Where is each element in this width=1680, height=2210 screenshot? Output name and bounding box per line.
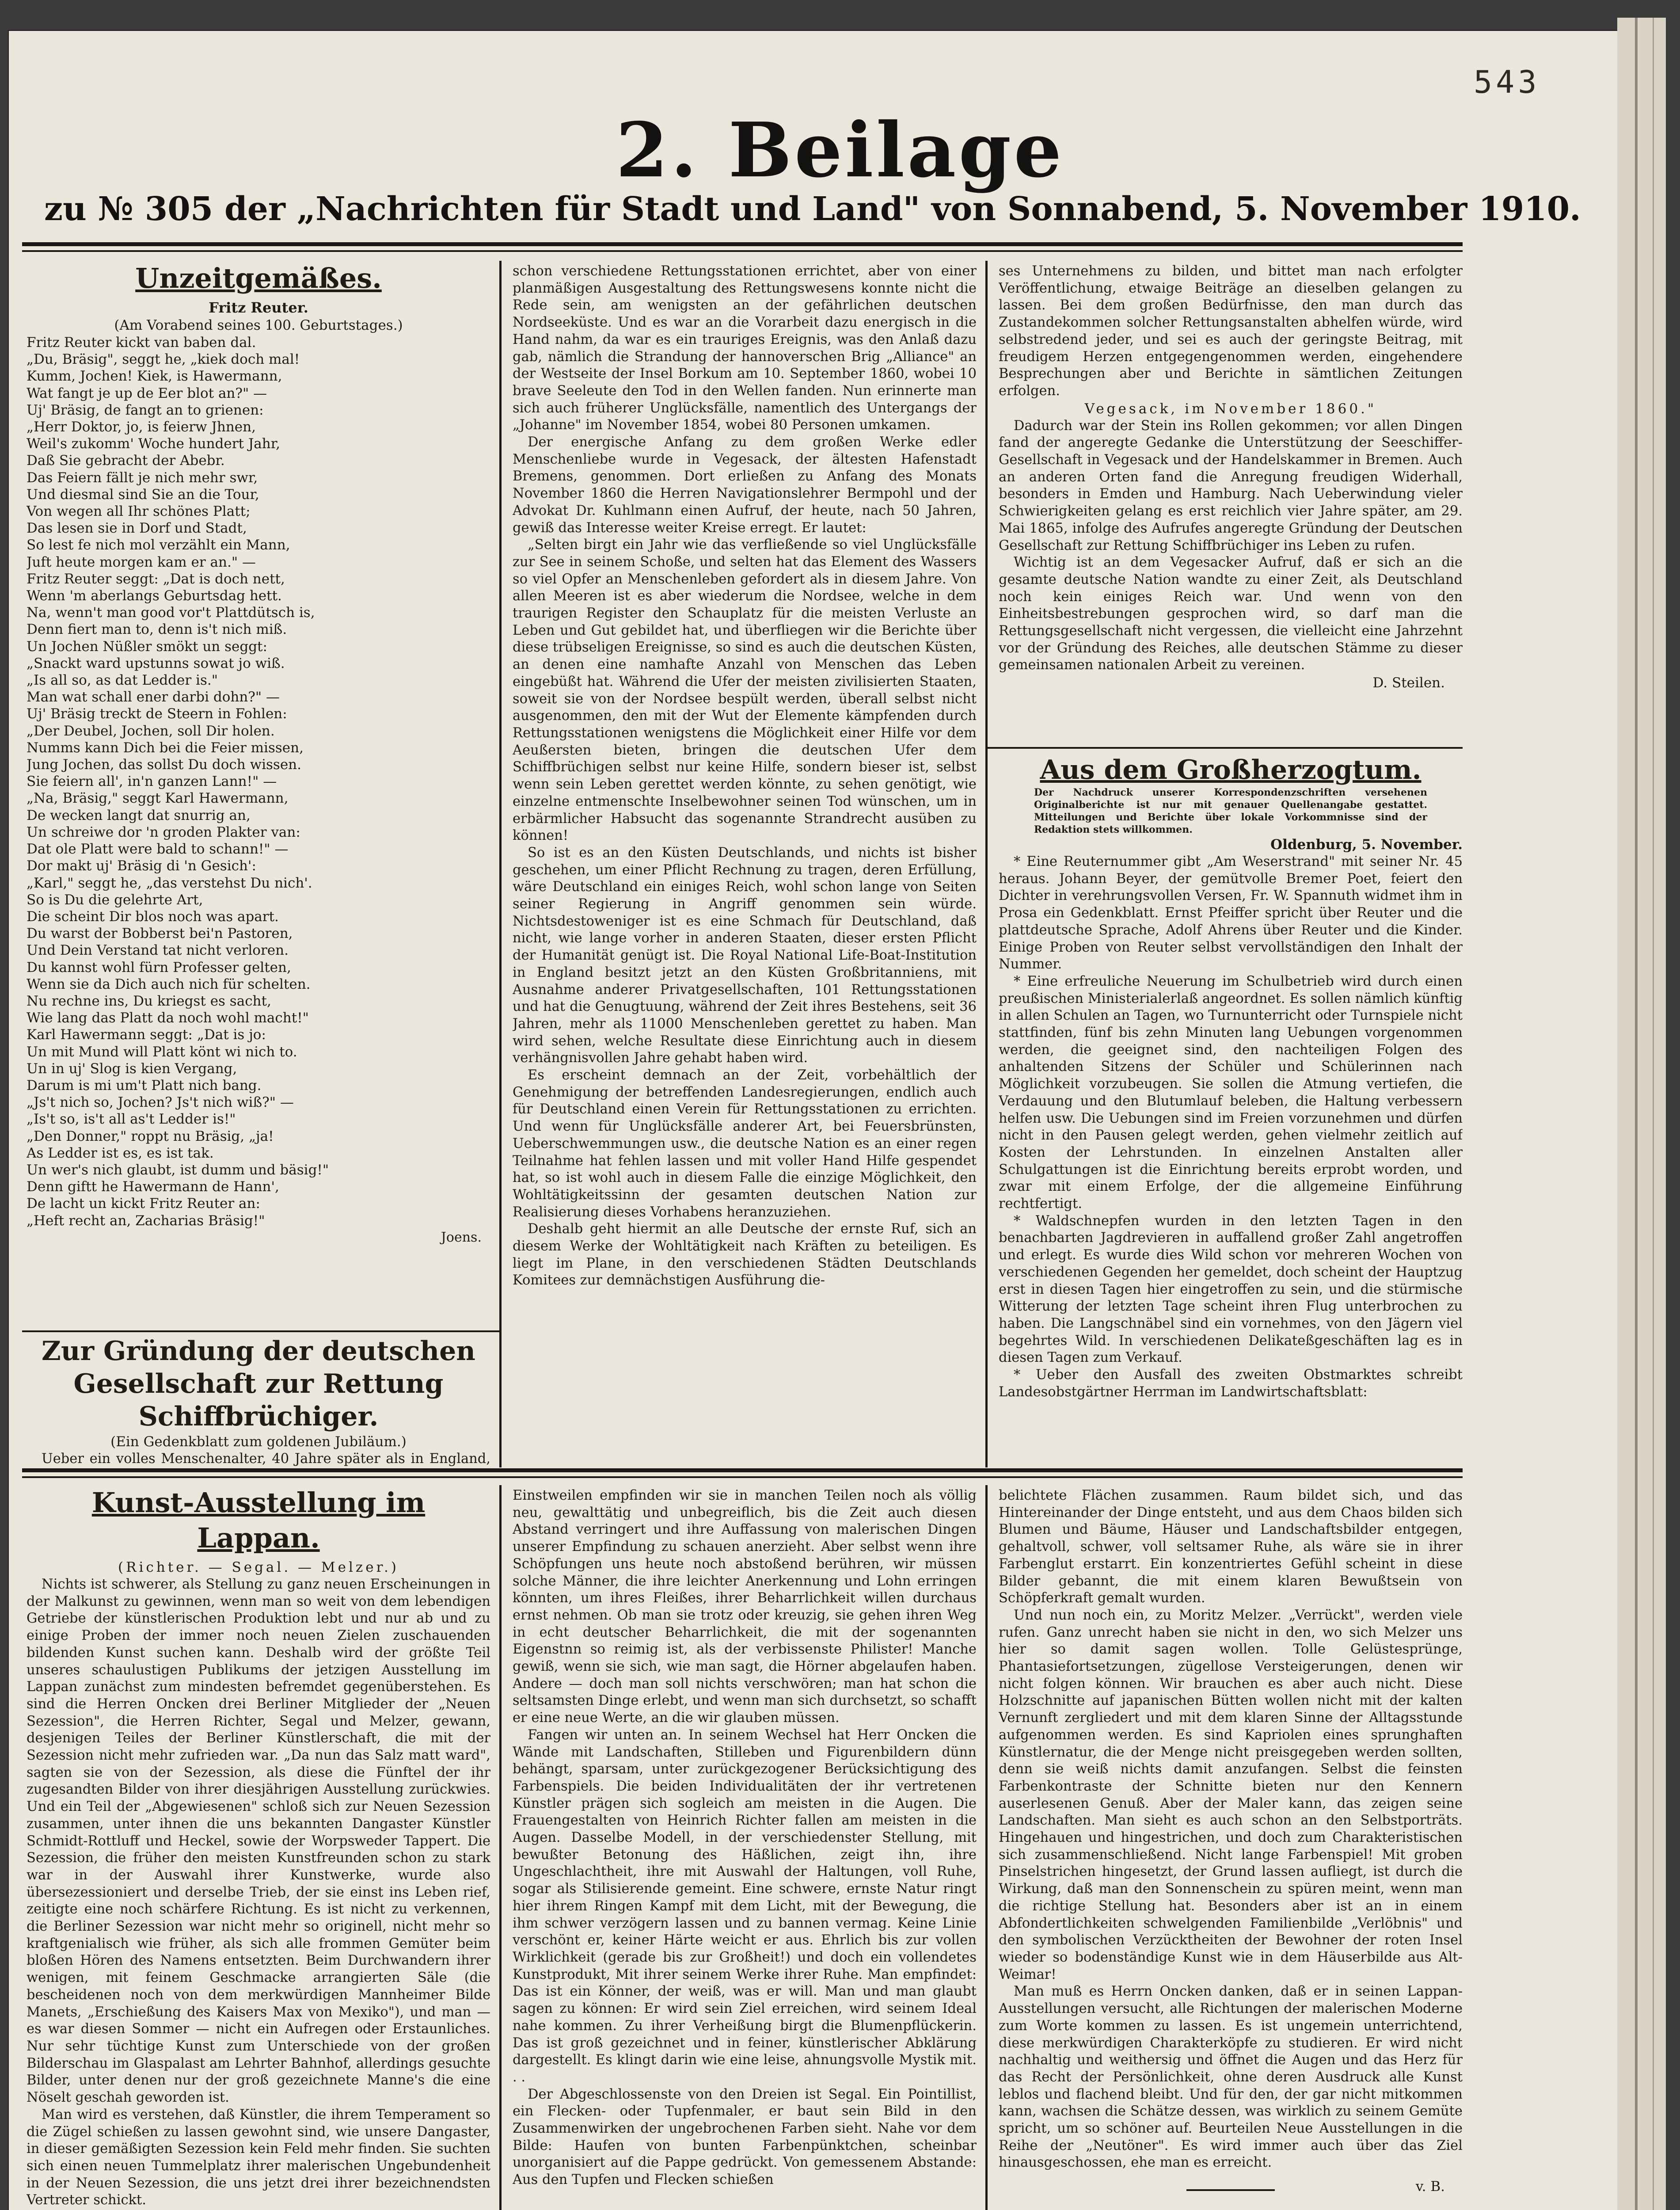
rettung-title: Zur Gründung der deutschen Gesellschaft zur Rettung Schiffbrüchiger. — [42, 1336, 475, 1432]
section-divider — [22, 1468, 1463, 1472]
column-rule — [499, 261, 502, 1467]
article-paragraph: Und nun noch ein, zu Moritz Melzer. „Verrückt", werden viele rufen. Ganz unrecht haben sie nicht in den, wo sich Melzer uns hier so damit sagen wollen. Tolle Gelüstesprünge, Phantasiefortsetzungen, zügellose Versteigerungen, denen wir nicht folgen können. Wir brauchen es aber auch nicht. Diese Holzschnitte auf japanischen Bütten wollen nicht mit der kalten Vernunft zergliedert und mit dem klaren Sinne der Alltagsstunde aufgenommen werden. Es sind Kapriolen eines sprunghaften Künstlernatur, die der Menge nicht preisgegeben werden sollten, denn sie weiß nichts damit anzufangen. Selbst die feinsten Farbenkontraste der Schnitte bieten nur den Kennern auserlesenen Genuß. Aber der Maler kann, das zeigen seine Landschaften. Man sieht es auch schon an den Selbstporträts. Hingehauen und hingestrichen, und doch zum Charakteristischen sich zusammenschließend. Nicht lange Farbenspiel! Mit groben Pinselstrichen hingesetzt, der Grund lassen aufliegt, ist durch die Wirkung, daß man den Sonnenschein zu spüren meint, wenn man die richtige Stellung hat. Besonders aber ist an in einem Abfondertlichkeiten schwelgenden Familienbilde „Verlöbnis" und den symbolischen Verzücktheiten der Bewohner der roten Insel wieder so bodenständige Kunst wie in dem Häuserbilde aus Alt-Weimar! — [999, 1607, 1463, 1982]
poem-author: Fritz Reuter. — [209, 299, 308, 316]
article-paragraph: Wichtig ist an dem Vegesacker Aufruf, daß er sich an die gesamte deutsche Nation wandte zu einer Zeit, als Deutschland noch kein einiges Reich war. Und wenn von den Einheitsbestrebungen gesprochen wird, so darf man die Rettungsgesellschaft nicht vergessen, die vielleicht eine Jahrzehnt vor der Gründung des Reiches, alle deutschen Stämme zu dieser gemeinsamen nationalen Arbeit zu vereinen. — [999, 555, 1463, 673]
kunst-title: Kunst-Ausstellung im Lappan. — [91, 1486, 426, 1554]
section-divider-thin — [22, 1476, 1463, 1478]
grossherzogtum-title: Aus dem Großherzogtum. — [1040, 754, 1422, 785]
column-rule — [985, 1485, 988, 2210]
rettung-subtitle: (Ein Gedenkblatt zum goldenen Jubiläum.) — [110, 1434, 407, 1450]
article-paragraph: Man wird es verstehen, daß Künstler, die ihrem Temperament so die Zügel schießen zu lassen gewohnt sind, wie unsere Dangaster, in dieser gemäßigten Sezession kein Feld mehr finden. Sie suchten sich einen neuen Tummelplatz ihrer malerischen Ungebundenheit in der Neuen Sezession, die uns jetzt drei ihrer bezeichnendsten Vertreter schickt. — [27, 2107, 490, 2208]
masthead-rule-thin — [22, 250, 1463, 252]
article-paragraph: Deshalb geht hiermit an alle Deutsche der ernste Ruf, sich an diesem Werke der Wohltätigkeit nach Kräften zu beteiligen. Es liegt im Plane, in den verschiedenen Städten Deutschlands Komitees zur demnächstigen Ausführung die- — [513, 1221, 977, 1288]
poem-column — [27, 261, 490, 1326]
rettung-signature: D. Steilen. — [1372, 675, 1445, 691]
kunst-subtitle: (Richter. — Segal. — Melzer.) — [118, 1559, 399, 1575]
article-paragraph: schon verschiedene Rettungsstationen errichtet, aber von einer planmäßigen Ausgestaltung des Rettungswesens konnte nicht die Rede sein, am wenigsten an der gefährlichen deutschen Nordseeküste. Und es war an die Vorarbeit dazu energisch in die Hand nahm, da war es ein trauriges Ereignis, was den Anlaß dazu gab, nämlich die Strandung der hannoverschen Brig „Alliance" an der Westseite der Insel Borkum am 10. September 1860, wobei 10 brave Seeleute den Tod in den Wellen fanden. Nun erinnerte man sich auch früherer Unglücksfälle, namentlich des Untergangs der „Johanne" im November 1854, wobei 80 Personen umkamen. — [513, 263, 977, 433]
rettung-column-3 — [999, 263, 1463, 743]
news-item: * Waldschnepfen wurden in den letzten Tagen in den benachbarten Jagdrevieren in auffallend großer Zahl angetroffen und erlegt. Es wurde dies Wild schon vor mehreren Wochen von verschiedenen Gegenden her gemeldet, doch scheint der Hauptzug erst in diesen Tagen hier eingetroffen zu sein, und die stürmische Witterung der letzten Tage scheint ihren Flug unterbrochen zu haben. Die Langschnäbel sind ein vornehmes, von den Jägern viel begehrtes Wild. In verschiedenen Delikateßgeschäften lag es in diesen Tagen zum Verkauf. — [999, 1213, 1463, 1366]
poem-text: Fritz Reuter kickt van baben dal. „Du, Bräsig", seggt he, „kiek doch mal! Kumm, Jochen! Kiek, is Hawermann, Wat fangt je up de Eer blot an?" — Uj' Bräsig, de fangt an to grienen: „Herr Doktor, jo, is feierw Jhnen, Weil's zukomm' Woche hundert Jahr, Daß Sie gebracht der Abebr. Das Feiern fällt je nich mehr swr, Und diesmal sind Sie an die Tour, Von wegen all Ihr schönes Platt; Das lesen sie in Dorf und Stadt, So lest fe nich mol verzählt ein Mann, Juft heute morgen kam er an." — Fritz Reuter seggt: „Dat is doch nett, Wenn 'm aberlangs Geburtsdag hett. Na, wenn't man good vor't Plattdütsch is, Denn fiert man to, denn is't nich miß. Un Jochen Nüßler smökt un seggt: „Snackt ward upstunns sowat jo wiß. „Is all so, as dat Ledder is." Man wat schall ener darbi dohn?" — Uj' Bräsig treckt de Steern in Fohlen: „Der Deubel, Jochen, soll Dir holen. Numms kann Dich bei die Feier missen, Jung Jochen, das sollst Du doch wissen. Sie feiern all', in'n ganzen Lann!" — „Na, Bräsig," seggt Karl Hawermann, De wecken langt dat snurrig an, Un schreiwe dor 'n groden Plakter van: Dat ole Platt were bald to schann!" — Dor makt uj' Bräsig di 'n Gesich': „Karl," seggt he, „das verstehst Du nich'. So is Du die gelehrte Art, Die scheint Dir blos noch was apart. Du warst der Bobberst bei'n Pastoren, Und Dein Verstand tat nicht verloren. Du kannst wohl fürn Professer gelten, Wenn sie da Dich auch nich für schelten. Nu rechne ins, Du kriegst es sacht, Wie lang das Platt da noch wohl macht!" Karl Hawermann seggt: „Dat is jo: Un mit Mund will Platt könt wi nich to. Un in uj' Slog is kien Vergang, Darum is mi um't Platt nich bang. „Js't nich so, Jochen? Js't nich wiß?" — „Is't so, is't all as't Ledder is!" „Den Donner," roppt nu Bräsig, „ja! As Ledder ist es, es ist tak. Un wer's nich glaubt, ist dumm und bäsig!" Denn giftt he Hawermann de Hann', De lacht un kickt Fritz Reuter an: „Heft recht an, Zacharias Bräsig!" — [27, 335, 329, 1229]
article-paragraph: ses Unternehmens zu bilden, und bittet man nach erfolgter Veröffentlichung, etwaige Beiträge an dieselben gelangen zu lassen. Bei dem großen Bedürfnisse, den man durch das Zustandekommen solcher Rettungsanstalten abhelfen würde, wird selbstredend jeder, und sei es auch der geringste Beitrag, mit freudigem Herzen entgegengenommen werden, eingehendere Besprechungen aber und Berichte in sämtlichen Zeitungen erfolgen. — [999, 263, 1463, 399]
masthead-rule — [22, 242, 1463, 246]
article-paragraph: Es erscheint demnach an der Zeit, vorbehältlich der Genehmigung der betreffenden Landesregierungen, endlich auch für Deutschland einen Verein für Rettungsstationen zu errichten. Und wenn für Unglücksfälle anderer Art, bei Feuersbrünsten, Ueberschwemmungen usw., die deutsche Nation es an einer regen Teilnahme hat fehlen lassen und mit voller Hand Hilfe gespendet hat, so ist wohl auch in diesem Falle die einzige Möglichkeit, den Wohltätigkeitssinn der gesamten deutschen Nation zur Realisierung dieses Vorhabens heranzuziehen. — [513, 1067, 977, 1220]
article-paragraph: So ist es an den Küsten Deutschlands, und nichts ist bisher geschehen, um einer Pflicht Rechnung zu tragen, deren Erfüllung, wäre Deutschland ein einiges Reich, wohl schon lange von Seiten seiner Regierung in Angriff genommen sein würde. Nichtsdestoweniger ist es eine Schmach für Deutschland, daß nicht, wie lange vorher in anderen Staaten, dieser ersten Pflicht der Humanität genügt ist. Die Royal National Life-Boat-Institution in England besitzt jetzt an den Küsten Großbritanniens, mit Ausnahme anderer Privatgesellschaften, 101 Rettungsstationen und hat die Genugtuung, während der Zeit ihres Bestehens, seit 36 Jahren, mehr als 11000 Menschenleben gerettet zu haben. Man wird sehen, welche Resultate diese Einrichtung auch in diesem verhängnisvollen Jahre gehabt haben wird. — [513, 845, 977, 1066]
article-paragraph: Der Abgeschlossenste von den Dreien ist Segal. Ein Pointillist, ein Flecken- oder Tupfenmaler, er baut sein Bild in den Zusammenwirken der ungebrochenen Farben sieht. Nahe vor dem Bilde: Haufen von bunten Farbenpünktchen, scheinbar unorganisiert auf die Pappe gedrückt. Von gemessenem Abstande: Aus den Tupfen und Flecken schießen — [513, 2086, 977, 2188]
column-rule — [985, 261, 988, 1467]
article-paragraph: „Selten birgt ein Jahr wie das verfließende so viel Unglücksfälle zur See in seinem Schoße, und selten hat das Element des Wassers so viel Opfer an Menschenleben gefordert als in diesem Jahre. Von allen Meeren ist es aber wiederum die Nordsee, welche in dem traurigen Register den Schauplatz für die meisten Verluste an Leben und Gut gebildet hat, und überfliegen wir die Berichte über diese trübseligen Ereignisse, so sind es auch die deutschen Küsten, an denen eine namhafte Anzahl von Menschen das Leben eingebüßt hat. Während die Ufer der meisten zivilisierten Staaten, soweit sie von der Nordsee bespült werden, überall selbst nicht ausgenommen, den mit der Wut der Elemente kämpfenden durch Rettungsstationen wenigstens die Möglichkeit einer Hilfe vor dem Aeußersten bieten, bringen die deutschen Ufer dem Schiffbrüchigen selbst nur keine Hilfe, sondern bieser ist, selbst wenn sein Leben gerettet werden könnte, zu sehen genötigt, wie einzelne entmenschte Inselbewohner seinen Tod wünschen, um in erbärmlicher Habsucht das sogenannte Strandrecht ausüben zu können! — [513, 537, 977, 844]
column-rule — [499, 1485, 502, 2210]
rettung-paragraph: Ueber ein volles Menschenalter, 40 Jahre später als in England, — [42, 1451, 490, 1467]
masthead-subtitle: zu № 305 der „Nachrichten für Stadt und Land" von Sonnabend, 5. November 1910. — [44, 190, 1581, 228]
kunst-column-1 — [27, 1485, 490, 2210]
article-paragraph: Einstweilen empfinden wir sie in manchen Teilen noch als völlig neu, gewalttätig und unbegreiflich, bis die Zeit auch diesen Abstand verringert und ihre Auffassung von malerischen Dingen unserer Empfindung zu schauen anerzieht. Aber selbst wenn ihre Schöpfungen uns heute noch abstoßend berühren, wir müssen solche Männer, die ihre leichter Anerkennung und Lohn erringen könnten, um ihres Fleißes, ihrer Beharrlichkeit willen durchaus ernst nehmen. Ob man sie trotz oder kreuzig, sie gehen ihren Weg in echt deutscher Beharrlichkeit, die mit der sogenannten Eigenstnn so reimig ist, als der verbissenste Philister! Manche gewiß, wenn sie sich, wie man sagt, die Hörner abgelaufen haben. Andere — doch man soll nichts verschwören; man hat schon die seltsamsten Dinge erlebt, und wenn man sich durchsetzt, so schafft er eine neue Werte, an die wir glauben müssen. — [513, 1488, 977, 1726]
rettung-column-2 — [513, 263, 977, 1465]
poem-dateline: (Am Vorabend seines 100. Geburtstages.) — [114, 317, 403, 333]
page-edge-binding — [1617, 18, 1666, 2210]
article-paragraph: Man muß es Herrn Oncken danken, daß er in seinen Lappan-Ausstellungen versucht, alle Richtungen der malerischen Moderne zum Worte kommen zu lassen. Es ist ungemein unterrichtend, diese merkwürdigen Charakterköpfe zu studieren. Er wird nicht nachhaltig und weithersig und öffnet die Augen und das Herz für das Recht der Persönlichkeit, ohne deren Ausdruck alle Kunst leblos und flachend bleibt. Und für den, der gar nicht mitkommen kann, wachsen die Schätze dessen, was wirklich zu seinem Gemüte spricht, um so schöner auf. Beurteilen Neue Ausstellungen in die Reihe der „Neutöner". Es wird immer auch über das Ziel hinausgeschossen, ehe man es erreicht. — [999, 1984, 1463, 2171]
section-rule — [988, 747, 1463, 749]
poem-title: Unzeitgemäßes. — [135, 262, 382, 294]
news-item: * Ueber den Ausfall des zweiten Obstmarktes schreibt Landesobstgärtner Herrman im Landwirtschaftsblatt: — [999, 1367, 1463, 1400]
news-item: * Eine erfreuliche Neuerung im Schulbetrieb wird durch einen preußischen Ministerialerlaß angeordnet. Es sollen nämlich künftig in allen Schulen an Tagen, wo Turnunterricht oder Turnspiele nicht stattfinden, fünf bis zehn Minuten lang Uebungen vorgenommen werden, die geeignet sind, den nachteiligen Folgen des anhaltenden Sitzens der Schüler und Schülerinnen nach Möglichkeit vorzubeugen. Sie sollen die Atmung vertiefen, die Verdauung und den Blutumlauf beleben, die Haltung verbessern helfen usw. Die Uebungen sind im Freien vorzunehmen und dürfen nicht in den Pausen gelegt werden, gehen vielmehr zeitlich auf Kosten der Lehrstunden. In einzelnen Anstalten aller Schulgattungen ist die Einrichtung bereits erprobt worden, und zwar mit einem Erfolge, der die allgemeine Einführung rechtfertigt. — [999, 973, 1463, 1212]
rettung-start — [27, 1335, 490, 1467]
article-paragraph: Nichts ist schwerer, als Stellung zu ganz neuen Erscheinungen in der Malkunst zu gewinnen, wenn man so weit von dem lebendigen Getriebe der künstlerischen Produktion lebt und nur ab und zu einige Proben der immer noch neuen Zielen zuschauenden bildenden Kunst suchen kann. Deshalb wird der größte Teil unseres schaulustigen Publikums der jetzigen Ausstellung im Lappan zunächst zum mindesten befremdet gegenüberstehen. Es sind die Herren Oncken drei Berliner Mitglieder der „Neuen Sezession", die Herren Richter, Segal und Melzer, gewann, desjenigen Teiles der Berliner Künstlerschaft, die mit der Sezession nicht mehr zufrieden war. „Da nun das Salz matt ward", sagten sie von der Sezession, als diese die Fünftel der ihr zugesandten Bilder von ihrer diesjährigen Ausstellung zurückwies. Und ein Teil der „Abgewiesenen" schloß sich zur Neuen Sezession zusammen, unter ihnen die uns bekannten Dangaster Künstler Schmidt-Rottluff und Heckel, sowie der Worpsweder Tappert. Die Sezession, die früher den meisten Kunstfreunden schon zu stark war in der Auswahl ihrer Kunstwerke, wurde also übersezessioniert und derselbe Trieb, der sie einst ins Leben rief, zeitigte eine noch schärfere Richtung. Es ist nicht zu verkennen, die Berliner Sezession war nicht mehr so originell, nicht mehr so kraftgenialisch wie früher, als sich alle frommen Gemüter beim bloßen Hören des Namens entsetzten. Beim Durchwandern ihrer wenigen, mit feinem Geschmacke arrangierten Säle (die bescheidenen noch von dem merkwürdigen Mannheimer Bilde Manets, „Erschießung des Kaisers Max von Mexiko"), und man — es war diesen Sommer — nicht ein Aufregen oder Erstaunliches. Nur sehr tüchtige Kunst zum Unterschiede von der großen Bilderschau im Glaspalast am Lehrter Bahnhof, allerdings gesuchte Bilder, unter denen nur der groß gezeichnete Manne's die eine Nöselt geschah geworden ist. — [27, 1577, 490, 2106]
section-rule — [22, 1330, 499, 1332]
page-number: 543 — [1474, 64, 1540, 100]
article-paragraph: Fangen wir unten an. In seinem Wechsel hat Herr Oncken die Wände mit Landschaften, Stilleben und Figurenbildern dünn behängt, sparsam, unter zurückgezogener Berücksichtigung des Farbenspiels. Die beiden Individualitäten der ihr vertretenen Künstler prägen sich sogleich am meisten in die Augen. Die Frauengestalten von Heinrich Richter fallen am meisten in die Augen. Dasselbe Modell, in der verschiedenster Stellung, mit bewußter Betonung des Häßlichen, zeigt ihn, ihre Ungeschlachtheit, ihre mit Auswahl der Haltungen, voll Ruhe, sogar als Stilisierende gemeint. Eine schwere, ernste Natur ringt hier ihrem Ringen Kampf mit dem Licht, mit der Bewegung, die ihm schwer verzögern lassen und zu bannen vermag. Keine Linie verschönt er, keiner Härte weicht er aus. Ehrlich bis zur vollen Wirklichkeit (gerade bis zur Großheit!) und doch ein vollendetes Kunstprodukt, Mit ihrer seinem Werke ihrer Ruhe. Man empfindet: Das ist ein Könner, der weiß, was er will. Man und man glaubt sagen zu können: Er wird sein Ziel erreichen, wird seinem Ideal nahe kommen. Zu ihrer Verheißung birgt die Blumenpflückerin. Das ist groß gezeichnet und in feiner, künstlerischer Abklärung dargestellt. Es klingt darin wie eine leise, ahnungsvolle Mystik mit. . . — [513, 1727, 977, 2085]
article-paragraph: belichtete Flächen zusammen. Raum bildet sich, und das Hintereinander der Dinge entsteht, und aus dem Chaos bilden sich Blumen und Bäume, Häuser und Landschaftsbilder entgegen, gehaltvoll, schwer, voll seltsamer Ruhe, als wäre sie in ihrer Farbenglut erstarrt. Ein konzentriertes Gefühl scheint in diese Bilder gebannt, die mit einem klaren Bewußtsein von Schöpferkraft gemalt wurden. — [999, 1488, 1463, 1606]
news-item: * Eine Reuternummer gibt „Am Weserstrand" mit seiner Nr. 45 heraus. Johann Beyer, der gemütvolle Bremer Poet, feiert den Dichter in verehrungsvollen Versen, Fr. W. Spannuth widmet ihm in Prosa ein Gedenkblatt. Ernst Pfeiffer spricht über Reuter und die plattdeutsche Sprache, Adolf Ahrens über Reuter und die Kinder. Einige Proben von Reuter selbst vervollständigen den Inhalt der Nummer. — [999, 854, 1463, 972]
grossherzogtum-section — [999, 754, 1463, 1465]
article-paragraph: Dadurch war der Stein ins Rollen gekommen; vor allen Dingen fand der angeregte Gedanke die Unterstützung der Seeschiffer-Gesellschaft in Vegesack und der Handelskammer in Bremen. Auch an anderen Orten fand die Anregung freudigen Widerhall, besonders in Emden und Hamburg. Nach Ueberwindung vieler Schwierigkeiten gelang es erst reichlich vier Jahre später, am 29. Mai 1865, infolge des Aufrufes angeregte Gründung der Deutschen Gesellschaft zur Rettung Schiffbrüchiger ins Leben zu rufen. — [999, 418, 1463, 553]
grossherzogtum-dateline: Oldenburg, 5. November. — [1270, 837, 1463, 853]
article-paragraph: Der energische Anfang zu dem großen Werke edler Menschenliebe wurde in Vegesack, der ältesten Hafenstadt Bremens, genommen. Dort erließen zu Anfang des Monats November 1860 die Herren Navigationslehrer Bermpohl und der Advokat Dr. Kuhlmann einen Aufruf, der heute, nach 50 Jahren, gewiß das Interesse weiter Kreise erregt. Er lautet: — [513, 434, 977, 536]
reprint-note: Der Nachdruck unserer Korrespondenzschriften versehenen Originalberichte ist nur mit genauer Quellenangabe gestattet. Mitteilungen und Berichte über lokale Vorkommnisse sind der Redaktion stets willkommen. — [1034, 787, 1427, 835]
kunst-column-3 — [999, 1487, 1463, 2210]
aufruf-place-date: Vegesack, im November 1860." — [1084, 400, 1377, 417]
poem-signature: Joens. — [441, 1229, 482, 1245]
masthead-title: 2. Beilage — [616, 106, 1064, 194]
kunst-column-2 — [513, 1487, 977, 2210]
kunst-signature: v. B. — [1415, 2179, 1445, 2195]
